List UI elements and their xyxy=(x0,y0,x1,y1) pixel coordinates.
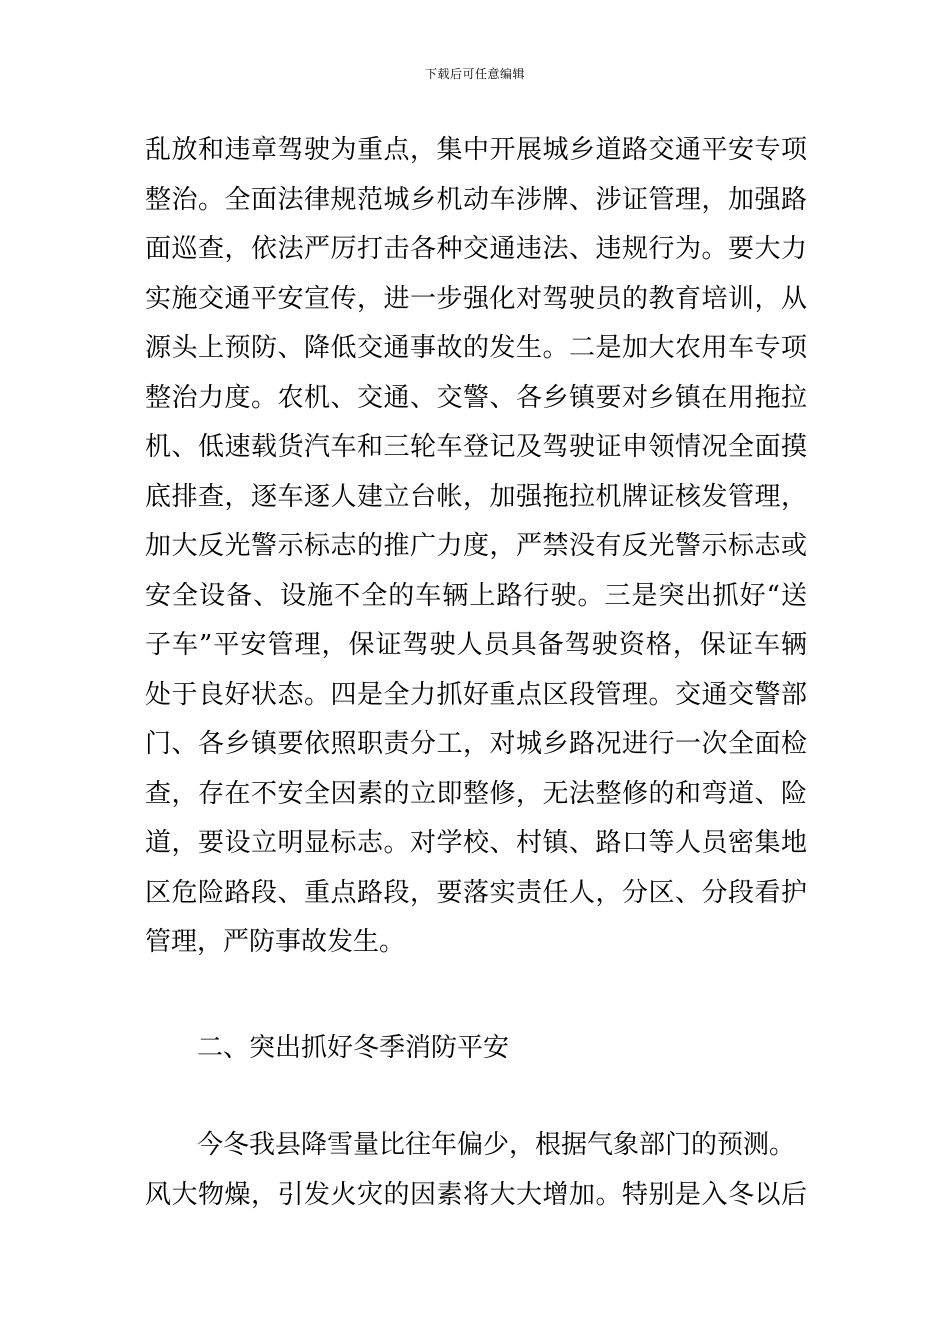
text-line: 处于良好状态。四是全力抓好重点区段管理。交通交警部 xyxy=(145,679,807,710)
body-paragraph-fire-safety xyxy=(145,1121,807,1220)
section-heading: 二、突出抓好冬季消防平安 xyxy=(197,1033,510,1063)
header-note: 下载后可任意编辑 xyxy=(424,67,525,81)
text-line: 今冬我县降雪量比往年偏少，根据气象部门的预测。 xyxy=(197,1130,796,1160)
text-line: 整治力度。农机、交通、交警、各乡镇要对乡镇在用拖拉 xyxy=(145,382,807,413)
text-line: 查，存在不安全因素的立即整修，无法整修的和弯道、险 xyxy=(145,778,807,809)
body-paragraph-traffic-safety xyxy=(145,126,807,968)
text-line: 面巡查，依法严厉打击各种交通违法、违规行为。要大力 xyxy=(145,234,807,264)
text-line: 整治。全面法律规范城乡机动车涉牌、涉证管理，加强路 xyxy=(145,184,807,215)
text-line: 子车”平安管理，保证驾驶人员具备驾驶资格，保证车辆 xyxy=(145,630,807,660)
text-line: 道，要设立明显标志。对学校、村镇、路口等人员密集地 xyxy=(145,828,807,858)
text-line: 安全设备、设施不全的车辆上路行驶。三是突出抓好“送 xyxy=(145,580,807,611)
text-line: 加大反光警示标志的推广力度，严禁没有反光警示标志或 xyxy=(145,531,807,561)
text-line: 源头上预防、降低交通事故的发生。二是加大农用车专项 xyxy=(145,333,807,363)
text-line: 门、各乡镇要依照职责分工，对城乡路况进行一次全面检 xyxy=(145,729,807,759)
text-line: 管理，严防事故发生。 xyxy=(145,927,406,957)
text-line: 风大物燥，引发火灾的因素将大大增加。特别是入冬以后 xyxy=(145,1179,807,1210)
text-line: 乱放和违章驾驶为重点，集中开展城乡道路交通平安专项 xyxy=(145,135,807,165)
text-line: 区危险路段、重点路段，要落实责任人，分区、分段看护 xyxy=(145,877,807,908)
text-line: 底排查，逐车逐人建立台帐，加强拖拉机牌证核发管理， xyxy=(145,481,807,512)
text-line: 机、低速载货汽车和三轮车登记及驾驶证申领情况全面摸 xyxy=(145,432,807,462)
text-line: 实施交通平安宣传，进一步强化对驾驶员的教育培训，从 xyxy=(145,283,807,314)
